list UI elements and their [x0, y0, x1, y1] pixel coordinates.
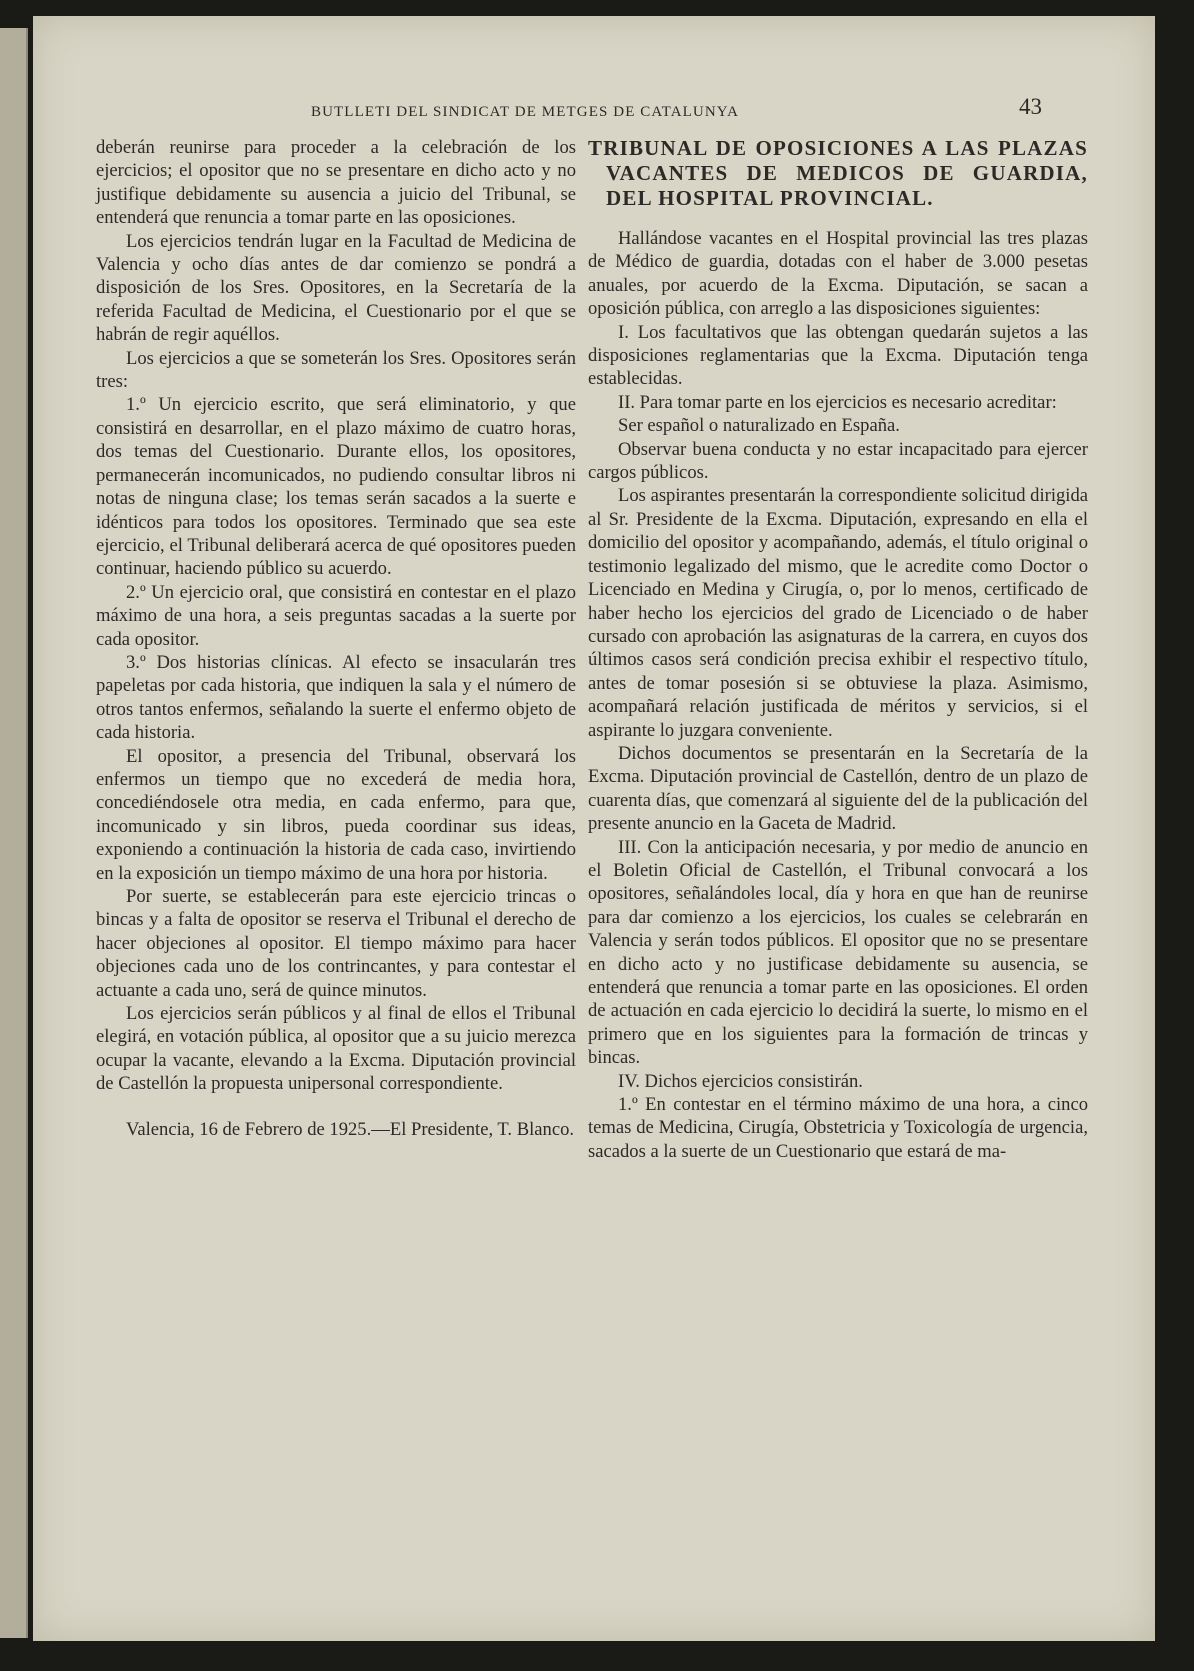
paragraph: 1.º Un ejercicio escrito, que será eliminatorio, y que consistirá en desarrollar, en el plazo máximo de cuatro horas, dos temas del Cuestionario. Durante ellos, los opositores, permanecerán incomunicados, no pudiendo consultar libros ni notas de ninguna clase; los temas serán sacados a la suerte e idénticos para todos los opositores. Terminado que sea este ejercicio, el Tribunal deliberará acerca de qué opositores pueden continuar, haciendo público su acuerdo. [96, 394, 576, 580]
paragraph: Los aspirantes presentarán la correspondiente solicitud dirigida al Sr. Presidente de la Excma. Diputación, expresando en ella el domicilio del opositor y acompañando, además, el título original o testimonio legalizado del mismo, que le acredite como Doctor o Licenciado en Medina y Cirugía, o, por lo menos, certificado de haber hecho los ejercicios del grado de Licenciado o de haber cursado con aprobación las asignaturas de la carrera, en cuyos dos últimos casos será condición precisa exhibir el respectivo título, antes de tomar posesión si se obtuviese la plaza. Asimismo, acompañará relación justificada de méritos y servicios, si el aspirante lo juzgara conveniente. [588, 485, 1088, 741]
section-title: TRIBUNAL DE OPOSICIONES A LAS PLAZAS VACANTES DE MEDICOS DE GUARDIA, DEL HOSPITAL PROVINCIAL. [588, 136, 1088, 210]
paragraph: I. Los facultativos que las obtengan quedarán sujetos a las disposiciones reglamentarias que la Excma. Diputación tenga establecidas. [588, 321, 1088, 390]
paragraph: 3.º Dos historias clínicas. Al efecto se insacularán tres papeletas por cada historia, que indiquen la sala y el número de otros tantos enfermos, señalando la suerte el enfermo objeto de cada historia. [96, 651, 576, 744]
paragraph: 2.º Un ejercicio oral, que consistirá en contestar en el plazo máximo de una hora, a seis preguntas sacadas a la suerte por cada opositor. [96, 581, 576, 650]
paragraph: Hallándose vacantes en el Hospital provincial las tres plazas de Médico de guardia, dotadas con el haber de 3.000 pesetas anuales, por acuerdo de la Excma. Diputación, se sacan a oposición pública, con arreglo a las disposiciones siguientes: [588, 228, 1088, 320]
paragraph: deberán reunirse para proceder a la celebración de los ejercicios; el opositor que no se presentare en dicho acto y no justifique debidamente su ausencia a juicio del Tribunal, se entenderá que renuncia a tomar parte en las oposiciones. [96, 137, 576, 229]
paragraph: Dichos documentos se presentarán en la Secretaría de la Excma. Diputación provincial de Castellón, dentro de un plazo de cuarenta días, que comenzará al siguiente del de la publicación del presente anuncio en la Gaceta de Madrid. [588, 742, 1088, 835]
page-number: 43 [1019, 94, 1042, 119]
paragraph: Los ejercicios tendrán lugar en la Facultad de Medicina de Valencia y ocho días antes de dar comienzo se pondrá a disposición de los Sres. Opositores, en la Secretaría de la referida Facultad de Medicina, el Cuestionario por el que se habrán de regir aquéllos. [96, 230, 576, 346]
document-page [33, 16, 1155, 1641]
paragraph: III. Con la anticipación necesaria, y por medio de anuncio en el Boletin Oficial de Castellón, el Tribunal convocará a los opositores, señalándoles local, día y hora en que han de reunirse para dar comienzo a los ejercicios, los cuales se celebrarán en Valencia y serán todos públicos. El opositor que no se presentare en dicho acto y no justificase debidamente su ausencia, se entenderá que renuncia a tomar parte en las oposiciones. El orden de actuación en cada ejercicio lo decidirá la suerte, lo mismo en el primero que en los siguientes para la formación de trincas y bincas. [588, 836, 1088, 1069]
paragraph: El opositor, a presencia del Tribunal, observará los enfermos un tiempo que no excederá de media hora, concediéndosele otra media, en cada enfermo, para que, incomunicado y sin libros, pueda coordinar sus ideas, exponiendo a continuación la historia de cada caso, invirtiendo en la exposición un tiempo máximo de una hora por historia. [96, 745, 576, 884]
paragraph: Por suerte, se establecerán para este ejercicio trincas o bincas y a falta de opositor se reserva el Tribunal el derecho de hacer objeciones al opositor. El tiempo máximo para hacer objeciones cada uno de los contrincantes, y para contestar el actuante a cada uno, será de quince minutos. [96, 886, 576, 1001]
paragraph: Ser español o naturalizado en España. [618, 415, 900, 437]
page-header [33, 86, 1155, 122]
running-head: BUTLLETI DEL SINDICAT DE METGES DE CATALUNYA [311, 104, 739, 120]
paragraph: II. Para tomar parte en los ejercicios es necesario acreditar: [618, 391, 1057, 413]
paragraph: Los ejercicios serán públicos y al final de ellos el Tribunal elegirá, en votación pública, al opositor que a su juicio merezca ocupar la vacante, elevando a la Excma. Diputación provincial de Castellón la propuesta unipersonal correspondiente. [96, 1003, 576, 1095]
paragraph: 1.º En contestar en el término máximo de una hora, a cinco temas de Medicina, Cirugía, Obstetricia y Toxicología de urgencia, sacados a la suerte de un Cuestionario que estará de ma- [588, 1094, 1088, 1162]
paragraph: IV. Dichos ejercicios consistirán. [618, 1070, 863, 1092]
signature-line: Valencia, 16 de Febrero de 1925.—El Presidente, T. Blanco. [126, 1118, 575, 1140]
paragraph: Observar buena conducta y no estar incapacitado para ejercer cargos públicos. [588, 438, 1088, 484]
paragraph: Los ejercicios a que se someterán los Sres. Opositores serán tres: [96, 347, 576, 393]
left-column [96, 136, 576, 1141]
right-column [588, 136, 1088, 1163]
previous-page-edge [0, 28, 28, 1638]
